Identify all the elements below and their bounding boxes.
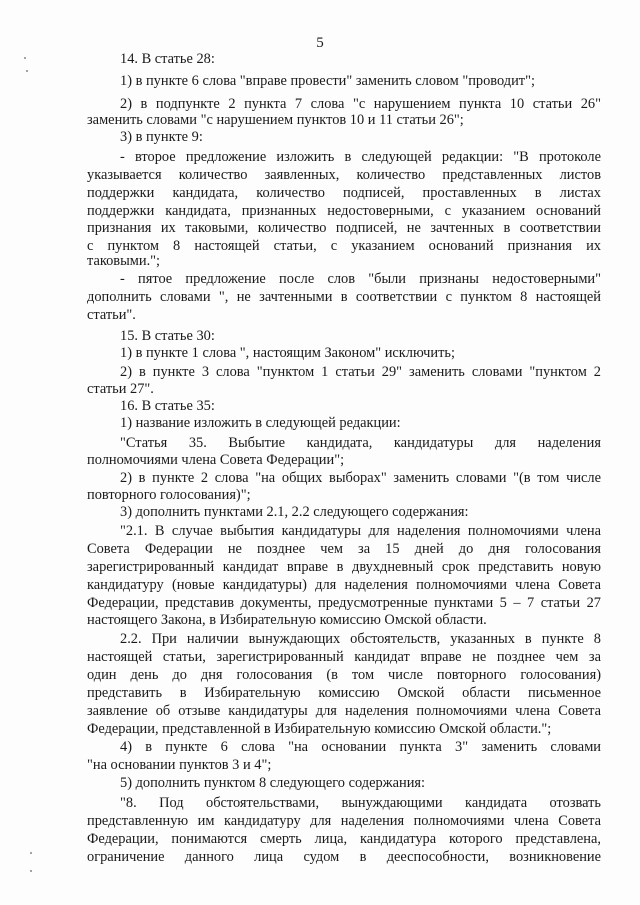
paragraph-line: кандидатуру (новые кандидатуры) для наделения полномочиями члена Совета (87, 577, 601, 593)
paragraph-line: "8. Под обстоятельствами, вынуждающими кандидата отозвать (120, 795, 601, 811)
scan-speck (30, 870, 32, 872)
paragraph-line: полномочиями члена Совета Федерации"; (87, 452, 345, 468)
paragraph-line: указывается количество заявленных, количество представленных листов (87, 167, 601, 183)
paragraph-line: Федерации, представив документы, предусмотренные пунктами 5 – 7 статьи 27 (87, 595, 601, 611)
paragraph-line: ограничение данного лица судом в дееспособности, возникновение (87, 849, 601, 865)
paragraph-line: настоящей статьи, зарегистрированный кандидат вправе не позднее чем за (87, 649, 601, 665)
paragraph-line: зарегистрированный кандидат вправе в двухдневный срок представить новую (87, 559, 601, 575)
page-number: 5 (316, 35, 324, 51)
paragraph-line: дополнить словами ", не зачтенными в соответствии с пунктом 8 настоящей (87, 289, 601, 305)
paragraph-line: Федерации, представленной в Избирательную комиссию Омской области."; (87, 721, 552, 737)
paragraph-line: 2.2. При наличии вынуждающих обстоятельств, указанных в пункте 8 (120, 631, 601, 647)
paragraph-line: Совета Федерации не позднее чем за 15 дней до дня голосования (87, 541, 601, 557)
scan-speck (24, 57, 26, 59)
paragraph-line: представить в Избирательную комиссию Омской области письменное (87, 685, 601, 701)
paragraph-line: таковыми."; (87, 253, 161, 269)
paragraph-line: 3) в пункте 9: (120, 129, 203, 145)
paragraph-line: 2) в пункте 3 слова "пунктом 1 статьи 29" заменить словами "пунктом 2 (120, 364, 601, 380)
paragraph-line: статьи". (87, 307, 136, 323)
paragraph-line: - второе предложение изложить в следующей редакции: "В протоколе (120, 149, 601, 165)
paragraph-line: 1) в пункте 6 слова "вправе провести" заменить словом "проводит"; (120, 73, 535, 89)
paragraph-line: повторного голосования)"; (87, 487, 251, 503)
paragraph-line: поддержки кандидата, признанных недостоверными, с указанием оснований (87, 203, 601, 219)
paragraph-line: - пятое предложение после слов "были признаны недостоверными" (120, 271, 601, 287)
paragraph-line: один день до дня голосования (в том числе повторного голосования) (87, 667, 601, 683)
paragraph-line: "2.1. В случае выбытия кандидатуры для наделения полномочиями члена (120, 523, 601, 539)
paragraph-line: 15. В статье 30: (120, 328, 215, 344)
paragraph-line: 1) название изложить в следующей редакции: (120, 415, 401, 431)
paragraph-line: с пунктом 8 настоящей статьи, с указанием оснований признания их (87, 238, 601, 254)
paragraph-line: поддержки кандидата, количество подписей, проставленных в листах (87, 185, 601, 201)
paragraph-line: 2) в подпункте 2 пункта 7 слова "с нарушением пункта 10 статьи 26" (120, 96, 601, 112)
scan-speck (30, 852, 32, 854)
paragraph-line: 2) в пункте 2 слова "на общих выборах" заменить словами "(в том числе (120, 470, 601, 486)
paragraph-line: 5) дополнить пунктом 8 следующего содержания: (120, 775, 426, 791)
paragraph-line: Федерации, понимаются смерть лица, кандидатура которого представлена, (87, 831, 601, 847)
paragraph-line: 1) в пункте 1 слова ", настоящим Законом" исключить; (120, 345, 455, 361)
paragraph-line: 4) в пункте 6 слова "на основании пункта 3" заменить словами (120, 739, 601, 755)
paragraph-line: статьи 27". (87, 381, 154, 397)
paragraph-line: 14. В статье 28: (120, 51, 215, 67)
paragraph-line: 16. В статье 35: (120, 398, 215, 414)
paragraph-line: 3) дополнить пунктами 2.1, 2.2 следующего содержания: (120, 504, 469, 520)
paragraph-line: "Статья 35. Выбытие кандидата, кандидатуры для наделения (120, 435, 601, 451)
paragraph-line: представленную им кандидатуру для наделения полномочиями члена Совета (87, 813, 601, 829)
paragraph-line: заявление об отзыве кандидатуры для наделения полномочиями члена Совета (87, 703, 601, 719)
paragraph-line: настоящего Закона, в Избирательную комиссию Омской области. (87, 612, 487, 628)
paragraph-line: заменить словами "с нарушением пунктов 10 и 11 статьи 26"; (87, 112, 464, 128)
paragraph-line: признания их таковыми, количество подписей, не зачтенных в соответствии (87, 220, 601, 236)
paragraph-line: "на основании пунктов 3 и 4"; (87, 757, 272, 773)
scan-speck (26, 70, 28, 72)
